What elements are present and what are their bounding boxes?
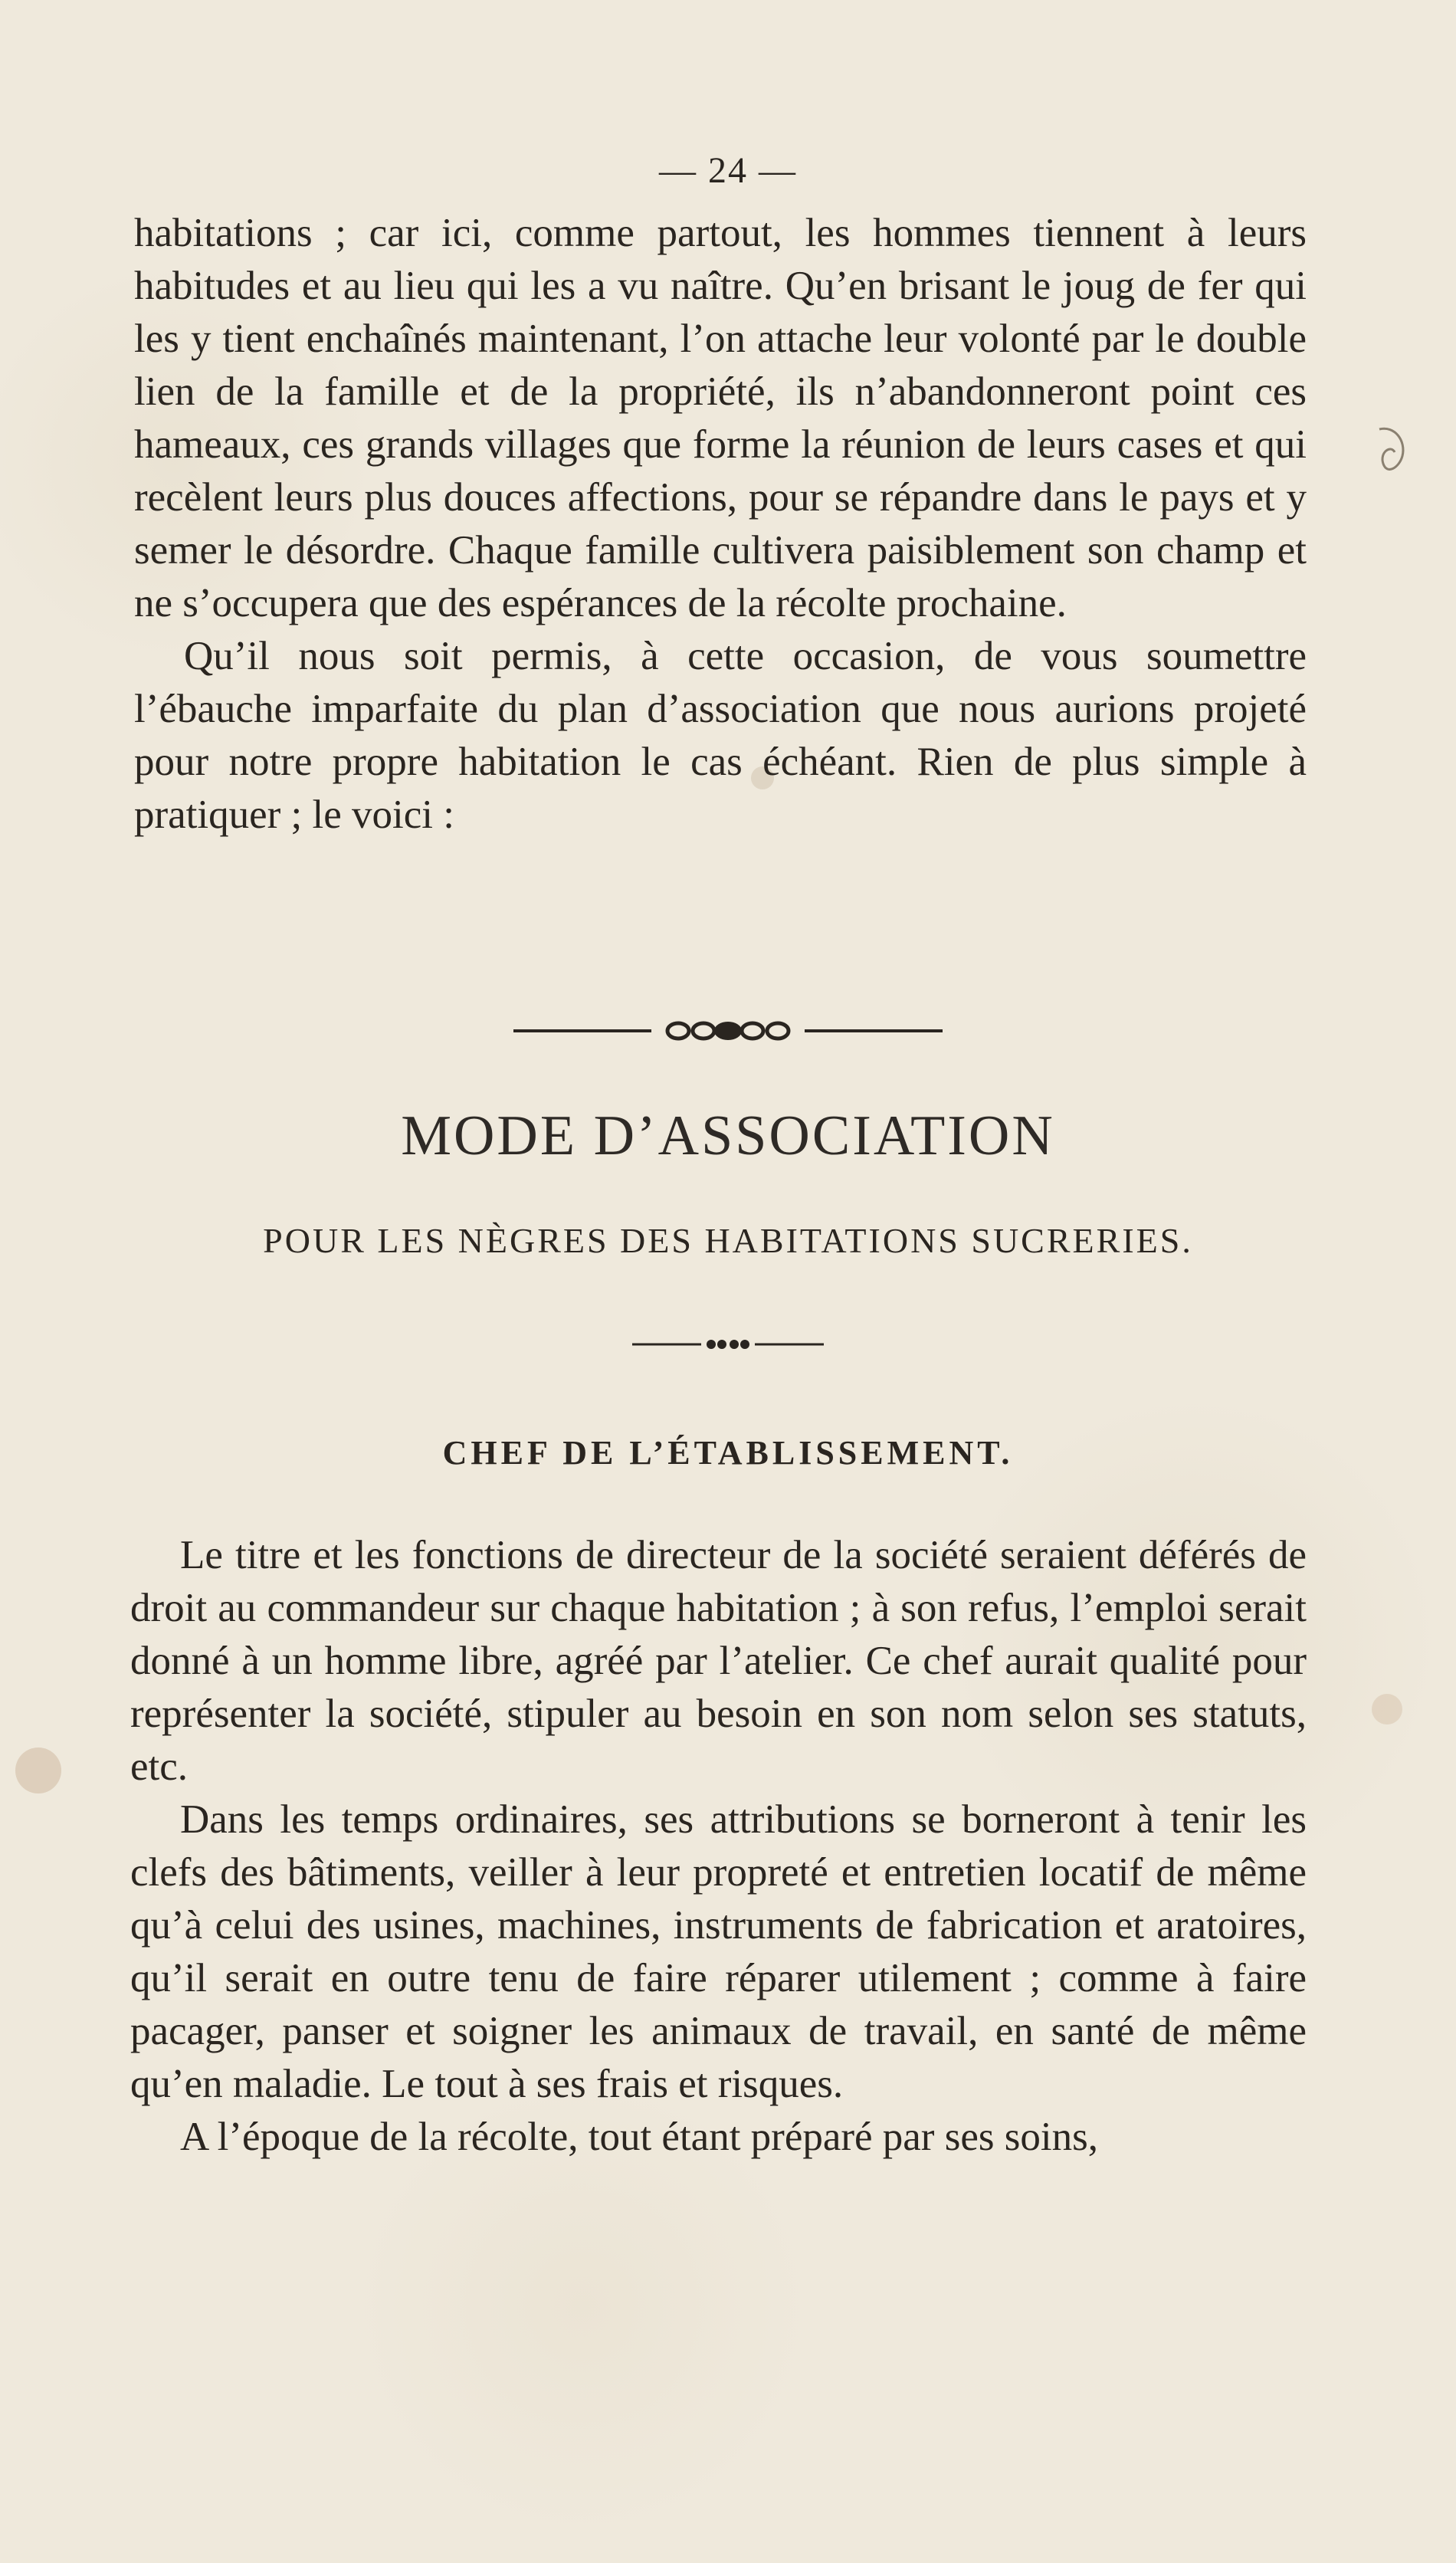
paragraph: Le titre et les fonctions de directeur de la société seraient déférés de droit au commandeur sur chaque habitation ; à son refus, l’emploi serait donné à un homme libre, agréé par l’atelier. Ce chef aurait qualité pour représenter la société, stipuler au besoin en son nom selon ses statuts, etc. [130,1533,1307,1789]
paragraph: Dans les temps ordinaires, ses attributions se borneront à tenir les clefs des bâtiments, veiller à leur propreté et entretien locatif de même qu’à celui des usines, machines, instruments de fabrication et aratoires, qu’il serait en outre tenu de faire réparer utilement ; comme à faire pacager, panser et soigner les animaux de travail, en santé de même qu’en maladie. Le tout à ses frais et risques. [130,1797,1307,2106]
margin-mark-icon [1372,422,1418,483]
paragraph: Qu’il nous soit permis, à cette occasion, de vous soumettre l’ébauche imparfaite du plan d’association que nous aurions projeté pour notre propre habitation le cas échéant. Rien de plus simple à pratiquer ; le voici : [134,634,1307,837]
paragraph: A l’époque de la récolte, tout étant préparé par ses soins, [180,2115,1098,2159]
paper-stain [1372,1694,1402,1725]
ornamental-divider [0,1016,1456,1046]
small-divider [0,1335,1456,1354]
chapter-heading: CHEF DE L’ÉTABLISSEMENT. [442,1434,1014,1472]
paragraph: habitations ; car ici, comme partout, les hommes tiennent à leurs habitudes et au lieu qui les a vu naître. Qu’en brisant le joug de fer qui les y tient enchaînés maintenant, l’on attache leur volonté par le double lien de la famille et de la propriété, ils n’abandonneront point ces hameaux, ces grands villages que forme la réunion de leurs cases et qui recèlent leurs plus douces affections, pour se répandre dans le pays et y semer le désordre. Chaque famille cultivera paisiblement son champ et ne s’occupera que des espérances de la récolte prochaine. [134,211,1307,625]
section-subtitle: POUR LES NÈGRES DES HABITATIONS SUCRERIES. [263,1221,1193,1260]
body-text-top [134,207,1307,842]
page-number: — 24 — [659,150,797,191]
paper-stain [15,1748,61,1793]
body-text-bottom [130,1529,1307,2164]
section-title: MODE D’ASSOCIATION [401,1104,1055,1167]
